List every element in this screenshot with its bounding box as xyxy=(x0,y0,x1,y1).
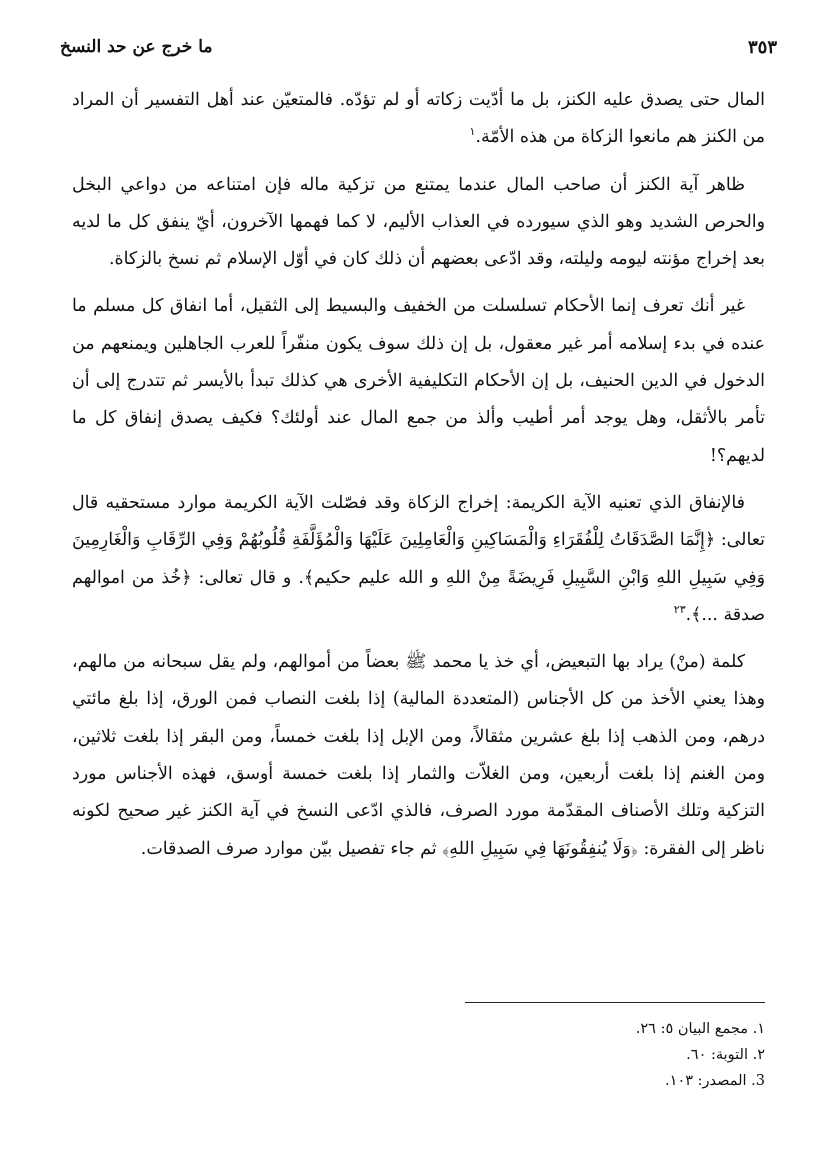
footnote-divider xyxy=(465,1002,765,1003)
body-text xyxy=(72,82,765,878)
footnote-3: 3. المصدر: ١٠٣. xyxy=(665,1073,765,1089)
paragraph-3: غير أنك تعرف إنما الأحكام تسلسلت من الخفيف والبسيط إلى الثقيل، أما انفاق كل مسلم ما عنده في بدء إسلامه أمر غير معقول، بل إن ذلك سوف يكون منفّراً للعرب الجاهلين ويمنعهم من الدخول في الدين الحنيف، بل إن الأحكام التكليفية الأخرى هي كذلك تبدأ بالأيسر ثم تتدرج إلى أن تأمر بالأثقل، وهل يوجد أمر أطيب وألذ من جمع المال عند أولئك؟ فكيف يصدق إنفاق كل ما لديهم؟! xyxy=(72,296,765,466)
page-number: ٣٥٣ xyxy=(747,36,777,58)
paragraph-4: فالإنفاق الذي تعنيه الآية الكريمة: إخراج الزكاة وقد فصّلت الآية الكريمة موارد مستحقيه قال تعالى: ﴿إِنَّمَا الصَّدَقَاتُ لِلْفُقَرَاءِ وَالْمَسَاكِينِ وَالْعَامِلِينَ عَلَيْهَا وَالْمُؤَلَّفَةِ قُلُوبُهُمْ وَفِي الرِّقَابِ وَالْغَارِمِينَ وَفِي سَبِيلِ اللهِ وَابْنِ السَّبِيلِ فَرِيضَةً مِنْ اللهِ و الله عليم حكيم﴾. و قال تعالى: ﴿خُذ من اموالهم صدقة ...﴾.$^{٢٣}$ xyxy=(72,492,765,625)
paragraph-1: المال حتى يصدق عليه الكنز، بل ما أدّيت زكاته أو لم تؤدّه. فالمتعيّن عند أهل التفسير أن المراد من الكنز هم مانعوا الزكاة من هذه الأمّة.$^١$ xyxy=(72,90,765,148)
chapter-title: ما خرج عن حد النسخ xyxy=(60,37,213,57)
footnote-1: ١. مجمع البيان ٥: ٢٦. xyxy=(635,1021,765,1037)
footnote-ref-3: ٣ xyxy=(679,603,686,617)
paragraph-2: ظاهر آية الكنز أن صاحب المال عندما يمتنع من تزكية ماله فإن امتناعه من دواعي البخل والحرص الشديد وهو الذي سيورده في العذاب الأليم، لا كما فهمها الآخرون، أيّ ينفق كل ما لديه بعد إخراج مؤنته ليومه وليلته، وقد ادّعى بعضهم أن ذلك كان في أوّل الإسلام ثم نسخ بالزكاة. xyxy=(72,174,765,270)
footnote-2: ٢. التوبة: ٦٠. xyxy=(686,1047,765,1063)
footnote-ref-2: ٢ xyxy=(673,603,680,617)
footnotes xyxy=(72,1016,765,1094)
footnote-ref-1: ١ xyxy=(469,125,476,139)
running-header xyxy=(60,30,777,64)
paragraph-5: كلمة (منْ) يراد بها التبعيض، أي خذ يا محمد ﷺ بعضاً من أموالهم، ولم يقل سبحانه من مالهم، وهذا يعني الأخذ من كل الأجناس (المتعددة المالية) إذا بلغت النصاب فمن الورق، إذا بلغ مائتي درهم، ومن الذهب إذا بلغ عشرين مثقالاً، ومن الإبل إذا بلغت خمساً، ومن البقر إذا بلغت ثلاثين، ومن الغنم إذا بلغت أربعين، ومن الغلاّت والثمار إذا بلغت خمسة أوسق، فهذه الأجناس مورد التزكية وتلك الأصناف المقدّمة مورد الصرف، فالذي ادّعى النسخ في آية الكنز غير صحيح لكونه ناظر إلى الفقرة: ﴿وَلَا يُنفِقُونَهَا فِي سَبِيلِ اللهِ﴾ ثم جاء تفصيل بيّن موارد صرف الصدقات. xyxy=(72,652,765,859)
